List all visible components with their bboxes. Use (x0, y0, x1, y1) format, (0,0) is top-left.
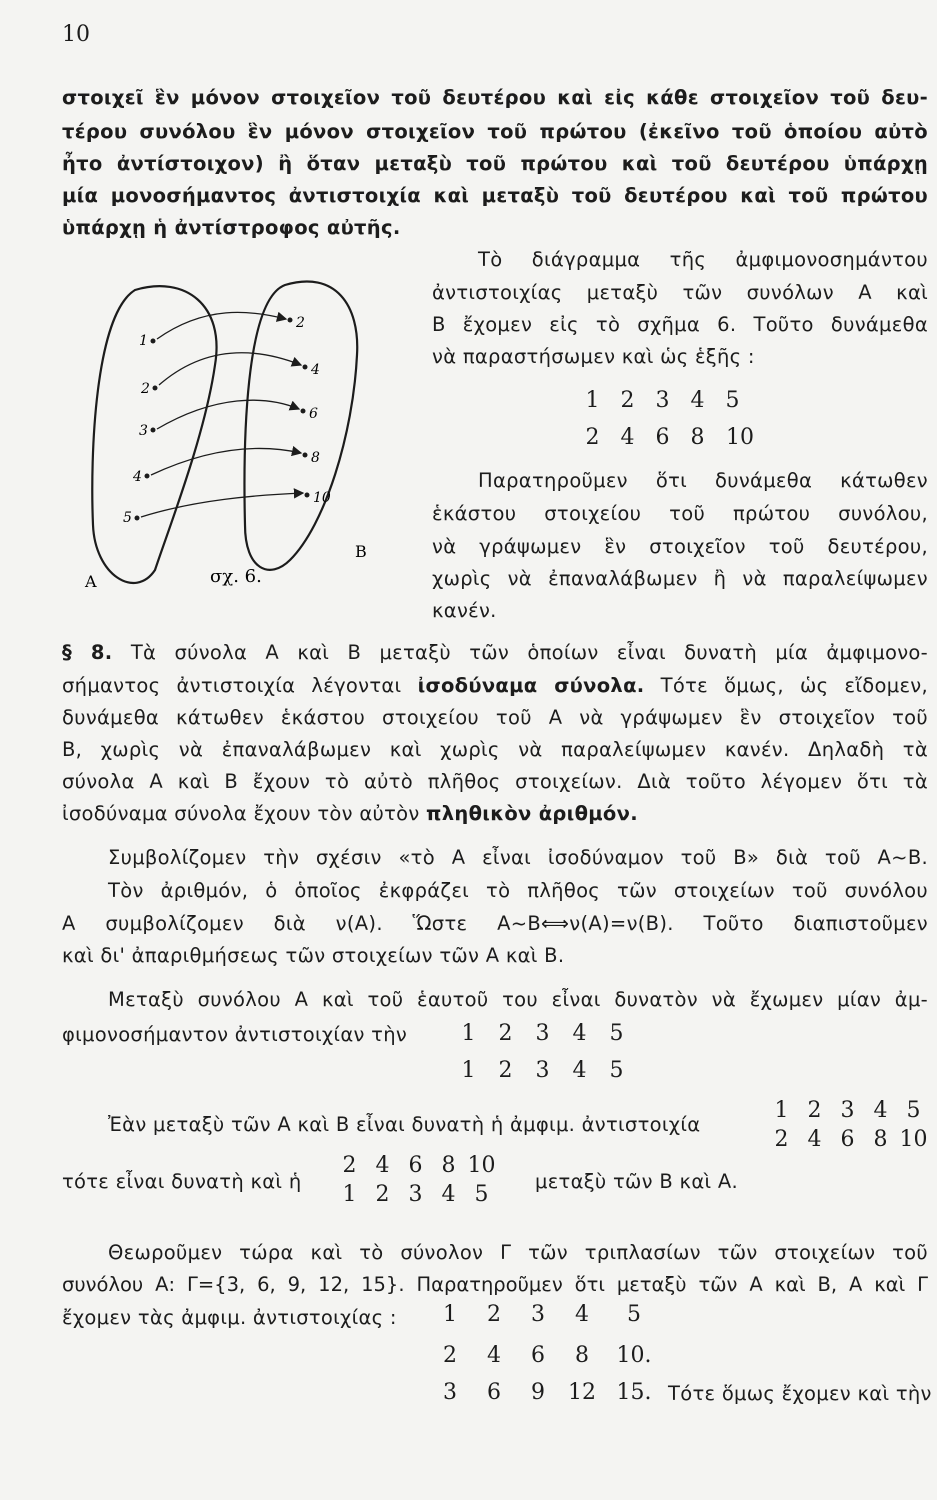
text-line: νὰ γράψωμεν ἓν στοιχεῖον τοῦ δευτέρου, (432, 535, 928, 558)
table-cell: 6 (408, 1153, 423, 1178)
table-cell: 1 (443, 1302, 457, 1327)
page-number: 10 (62, 22, 90, 47)
table-cell: 3 (443, 1380, 457, 1405)
svg-text:4: 4 (133, 469, 142, 485)
table-cell: 6 (655, 425, 670, 450)
mapping-table (765, 1098, 930, 1123)
text-line: τότε εἶναι δυνατὴ καὶ ἡ (62, 1170, 302, 1193)
table-cell: 2 (585, 425, 600, 450)
mapping-table (333, 1153, 498, 1178)
table-cell: 10 (899, 1127, 928, 1152)
table-cell: 5 (474, 1182, 489, 1207)
text-line: ἔχομεν τὰς ἀμφιμ. ἀντιστοιχίας : (62, 1306, 397, 1329)
text-line: μία μονοσήμαντος ἀντιστοιχία καὶ μεταξὺ τοῦ δευτέρου καὶ τοῦ πρώτου (62, 184, 928, 207)
mapping-table (450, 1021, 635, 1046)
svg-text:8: 8 (311, 450, 320, 466)
table-cell: 15. (616, 1380, 652, 1405)
mapping-table (333, 1182, 498, 1207)
text-line: Α συμβολίζομεν διὰ ν(Α). Ὥστε Α~Β⟺ν(Α)=ν(Β). Τοῦτο διαπιστοῦμεν (62, 912, 928, 935)
set-a-label: Α (85, 572, 97, 591)
text-line: νὰ παραστήσωμεν καὶ ὡς ἑξῆς : (432, 345, 755, 368)
table-cell: 3 (531, 1302, 545, 1327)
table-cell: 5 (609, 1021, 624, 1046)
mapping-arrow (159, 353, 301, 385)
right-element (288, 315, 306, 331)
svg-text:10: 10 (313, 490, 331, 506)
right-element (303, 450, 321, 466)
right-element (303, 362, 320, 378)
table-cell: 1 (461, 1058, 476, 1083)
svg-text:3: 3 (139, 423, 148, 439)
left-element (140, 381, 158, 397)
table-cell: 2 (498, 1021, 513, 1046)
svg-text:2: 2 (141, 381, 150, 397)
svg-text:5: 5 (123, 510, 132, 526)
table-cell: 12 (568, 1380, 596, 1405)
table-cell: 8 (575, 1343, 589, 1368)
text-line: Β, χωρὶς νὰ ἐπαναλάβωμεν καὶ χωρὶς νὰ παραλείψωμεν κανέν. Δηλαδὴ τὰ (62, 738, 928, 761)
svg-text:4: 4 (311, 362, 320, 378)
table-cell: 1 (342, 1182, 357, 1207)
text-line: ἦτο ἀντίστοιχον) ἢ ὅταν μεταξὺ τοῦ πρώτου καὶ τοῦ δευτέρου ὑπάρχῃ (62, 152, 928, 175)
table-cell: 4 (620, 425, 635, 450)
text-line: Παρατηροῦμεν ὅτι δυνάμεθα κάτωθεν (478, 469, 928, 492)
table-cell: 4 (487, 1343, 501, 1368)
table-cell: 1 (774, 1098, 789, 1123)
mapping-arrow (141, 493, 303, 517)
table-cell: 3 (655, 388, 670, 413)
mapping-table (450, 1058, 635, 1083)
figure-caption: σχ. 6. (210, 566, 262, 587)
text-line (62, 641, 928, 664)
left-element (139, 423, 156, 439)
text-line: φιμονοσήμαντον ἀντιστοιχίαν τὴν (62, 1023, 408, 1046)
table-cell: 6 (531, 1343, 545, 1368)
mapping-table (575, 388, 750, 413)
text-line: συνόλου Α: Γ={3, 6, 9, 12, 15}. Παρατηροῦμεν ὅτι μεταξὺ τῶν Α καὶ Β, Α καὶ Γ (62, 1273, 928, 1296)
text-span: σήμαντος ἀντιστοιχία λέγονται (62, 674, 418, 697)
table-cell: 2 (774, 1127, 789, 1152)
mapping-table (575, 425, 765, 450)
table-cell: 4 (807, 1127, 822, 1152)
text-line: Συμβολίζομεν τὴν σχέσιν «τὸ Α εἶναι ἰσοδύναμον τοῦ Β» διὰ τοῦ Α~Β. (108, 846, 928, 869)
text-line: σύνολα Α καὶ Β ἔχουν τὸ αὐτὸ πλῆθος στοιχείων. Διὰ τοῦτο λέγομεν ὅτι τὰ (62, 770, 928, 793)
left-element (123, 510, 140, 526)
text-line (62, 674, 928, 697)
table-cell: 2 (487, 1302, 501, 1327)
text-line: ὑπάρχῃ ἡ ἀντίστροφος αὐτῆς. (62, 216, 401, 239)
table-cell: 8 (690, 425, 705, 450)
right-element (301, 406, 319, 422)
table-cell: 2 (342, 1153, 357, 1178)
set-b-label: Β (355, 542, 367, 561)
table-cell: 5 (906, 1098, 921, 1123)
text-line: Τὸ διάγραμμα τῆς ἀμφιμονοσημάντου (478, 248, 928, 271)
table-cell: 2 (807, 1098, 822, 1123)
right-element (305, 490, 331, 506)
table-cell: 9 (531, 1380, 545, 1405)
table-cell: 10 (467, 1153, 496, 1178)
table-cell: 3 (535, 1058, 550, 1083)
text-line: στοιχεῖ ἓν μόνον στοιχεῖον τοῦ δευτέρου καὶ εἰς κάθε στοιχεῖον τοῦ δευ- (62, 86, 928, 109)
table-cell: 1 (461, 1021, 476, 1046)
table-cell: 2 (375, 1182, 390, 1207)
text-line: Μεταξὺ συνόλου Α καὶ τοῦ ἑαυτοῦ του εἶναι δυνατὸν νὰ ἔχωμεν μίαν ἀμ- (108, 988, 928, 1011)
table-cell: 2 (498, 1058, 513, 1083)
text-line: ἑκάστου στοιχείου τοῦ πρώτου συνόλου, (432, 502, 928, 525)
table-cell: 4 (575, 1302, 589, 1327)
text-line: δυνάμεθα κάτωθεν ἑκάστου στοιχείου τοῦ Α νὰ γράψωμεν ἓν στοιχεῖον τοῦ (62, 706, 928, 729)
table-cell: 1 (585, 388, 600, 413)
svg-text:6: 6 (309, 406, 318, 422)
table-cell: 8 (441, 1153, 456, 1178)
text-line: Ἐὰν μεταξὺ τῶν Α καὶ Β εἶναι δυνατὴ ἡ ἀμφιμ. ἀντιστοιχία (108, 1113, 701, 1136)
text-span: Τὰ σύνολα Α καὶ Β μεταξὺ τῶν ὁποίων εἶναι δυνατὴ μία ἀμφιμονο- (130, 641, 928, 664)
table-cell: 10. (616, 1343, 652, 1368)
table-cell: 4 (441, 1182, 456, 1207)
table-cell: 4 (572, 1021, 587, 1046)
table-cell: 3 (535, 1021, 550, 1046)
svg-text:2: 2 (296, 315, 305, 331)
text-line: κανέν. (432, 599, 497, 622)
mapping-diagram (75, 275, 415, 605)
table-cell: 5 (725, 388, 740, 413)
term-equivalent-sets: ἰσοδύναμα σύνολα. (417, 674, 645, 697)
mapping-arrow (157, 400, 299, 429)
table-cell: 8 (873, 1127, 888, 1152)
mapping-table (428, 1343, 664, 1368)
table-cell: 3 (840, 1098, 855, 1123)
text-line: τέρου συνόλου ἓν μόνον στοιχεῖον τοῦ πρώτου (ἐκεῖνο τοῦ ὁποίου αὐτὸ (62, 120, 928, 143)
text-line: Τότε ὅμως ἔχομεν καὶ τὴν (668, 1382, 932, 1405)
table-cell: 6 (487, 1380, 501, 1405)
table-cell: 2 (620, 388, 635, 413)
text-line: καὶ δι' ἀπαριθμήσεως τῶν στοιχείων τῶν Α καὶ Β. (62, 944, 565, 967)
text-span: Τότε ὅμως, ὡς εἴδομεν, (644, 674, 928, 697)
table-cell: 5 (627, 1302, 641, 1327)
table-cell: 4 (375, 1153, 390, 1178)
table-cell: 3 (408, 1182, 423, 1207)
term-cardinal-number: πληθικὸν ἀριθμόν. (426, 802, 638, 825)
mapping-table (428, 1380, 664, 1405)
svg-text:1: 1 (139, 333, 148, 349)
table-cell: 10 (726, 425, 754, 450)
set-a-oval (92, 286, 216, 583)
left-element (132, 469, 150, 485)
mapping-table (428, 1302, 664, 1327)
text-line: Τὸν ἀριθμόν, ὁ ὁποῖος ἐκφράζει τὸ πλῆθος τῶν στοιχείων τοῦ συνόλου (108, 879, 928, 902)
table-cell: 6 (840, 1127, 855, 1152)
mapping-arrow (151, 448, 301, 475)
table-cell: 4 (873, 1098, 888, 1123)
table-cell: 5 (609, 1058, 624, 1083)
table-cell: 4 (572, 1058, 587, 1083)
text-span: ἰσοδύναμα σύνολα ἔχουν τὸν αὐτὸν (62, 802, 427, 825)
mapping-table (765, 1127, 930, 1152)
text-line: μεταξὺ τῶν Β καὶ Α. (535, 1170, 739, 1193)
table-cell: 4 (690, 388, 705, 413)
mapping-arrow (157, 312, 286, 339)
text-line: χωρὶς νὰ ἐπαναλάβωμεν ἢ νὰ παραλείψωμεν (432, 567, 928, 590)
table-cell: 2 (443, 1343, 457, 1368)
left-element (139, 333, 156, 349)
text-line: Β ἔχομεν εἰς τὸ σχῆμα 6. Τοῦτο δυνάμεθα (432, 313, 928, 336)
text-line: ἀντιστοιχίας μεταξὺ τῶν συνόλων Α καὶ (432, 281, 928, 304)
text-line (62, 802, 638, 825)
text-line: Θεωροῦμεν τώρα καὶ τὸ σύνολον Γ τῶν τριπλασίων τῶν στοιχείων τοῦ (108, 1241, 928, 1264)
section-mark: § 8. (62, 641, 113, 664)
